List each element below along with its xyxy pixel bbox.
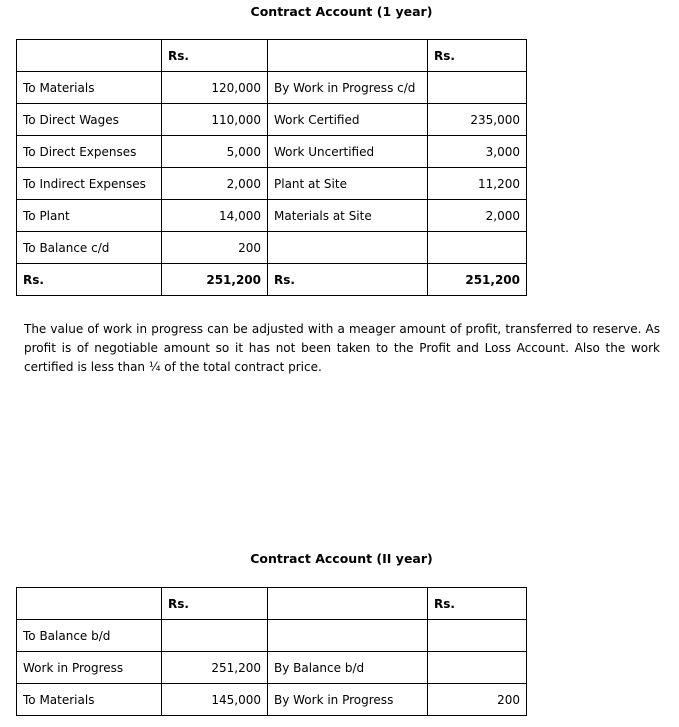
table-row (17, 200, 527, 232)
debit-label-cell: To Plant (17, 200, 162, 232)
credit-amount-cell (428, 72, 527, 104)
table-row (17, 684, 527, 716)
credit-amount-cell: 3,000 (428, 136, 527, 168)
debit-amount-cell: 145,000 (162, 684, 268, 716)
table-row (17, 104, 527, 136)
debit-label-cell: To Direct Wages (17, 104, 162, 136)
table-row (17, 652, 527, 684)
credit-currency-header: Rs. (428, 40, 527, 72)
total-debit-label: Rs. (17, 264, 162, 296)
debit-amount-cell: 200 (162, 232, 268, 264)
debit-label-cell: To Materials (17, 72, 162, 104)
table-row (17, 72, 527, 104)
credit-currency-header: Rs. (428, 588, 527, 620)
debit-label-cell: To Balance b/d (17, 620, 162, 652)
debit-amount-cell: 120,000 (162, 72, 268, 104)
credit-amount-cell: 11,200 (428, 168, 527, 200)
debit-label-cell: To Balance c/d (17, 232, 162, 264)
credit-amount-cell (428, 652, 527, 684)
table-header-row (17, 40, 527, 72)
debit-label-cell: To Indirect Expenses (17, 168, 162, 200)
contract-account-year1-title: Contract Account (1 year) (250, 4, 433, 19)
debit-currency-header: Rs. (162, 588, 268, 620)
table-row (17, 620, 527, 652)
credit-label-cell (268, 620, 428, 652)
contract-account-year2-title: Contract Account (II year) (250, 551, 433, 566)
debit-amount-cell: 2,000 (162, 168, 268, 200)
credit-label-cell: By Work in Progress c/d (268, 72, 428, 104)
credit-label-cell: Materials at Site (268, 200, 428, 232)
credit-label-cell: Work Uncertified (268, 136, 428, 168)
credit-label-cell (268, 232, 428, 264)
credit-label-cell: By Work in Progress (268, 684, 428, 716)
table-header-row (17, 588, 527, 620)
total-credit-amount: 251,200 (428, 264, 527, 296)
header-cell (17, 588, 162, 620)
table-row (17, 136, 527, 168)
header-cell (268, 40, 428, 72)
table-body (17, 40, 527, 296)
contract-account-year2-table (16, 587, 527, 716)
credit-label-cell: Work Certified (268, 104, 428, 136)
credit-amount-cell: 200 (428, 684, 527, 716)
debit-amount-cell: 251,200 (162, 652, 268, 684)
total-debit-amount: 251,200 (162, 264, 268, 296)
total-row (17, 264, 527, 296)
table-row (17, 168, 527, 200)
contract-account-year1-table (16, 39, 527, 296)
debit-amount-cell: 5,000 (162, 136, 268, 168)
debit-label-cell: To Materials (17, 684, 162, 716)
credit-amount-cell: 2,000 (428, 200, 527, 232)
debit-currency-header: Rs. (162, 40, 268, 72)
header-cell (268, 588, 428, 620)
table-row (17, 232, 527, 264)
credit-amount-cell: 235,000 (428, 104, 527, 136)
header-cell (17, 40, 162, 72)
debit-amount-cell: 14,000 (162, 200, 268, 232)
credit-amount-cell (428, 620, 527, 652)
credit-label-cell: Plant at Site (268, 168, 428, 200)
debit-amount-cell: 110,000 (162, 104, 268, 136)
debit-label-cell: To Direct Expenses (17, 136, 162, 168)
credit-amount-cell (428, 232, 527, 264)
debit-amount-cell (162, 620, 268, 652)
credit-label-cell: By Balance b/d (268, 652, 428, 684)
debit-label-cell: Work in Progress (17, 652, 162, 684)
explanatory-note: The value of work in progress can be adjusted with a meager amount of profit, transferred to reserve. As profit is of negotiable amount so it has not been taken to the Profit and Loss Account. Also the work certified is less than ¼ of the total contract price. (24, 322, 660, 374)
table-body (17, 588, 527, 716)
total-credit-label: Rs. (268, 264, 428, 296)
